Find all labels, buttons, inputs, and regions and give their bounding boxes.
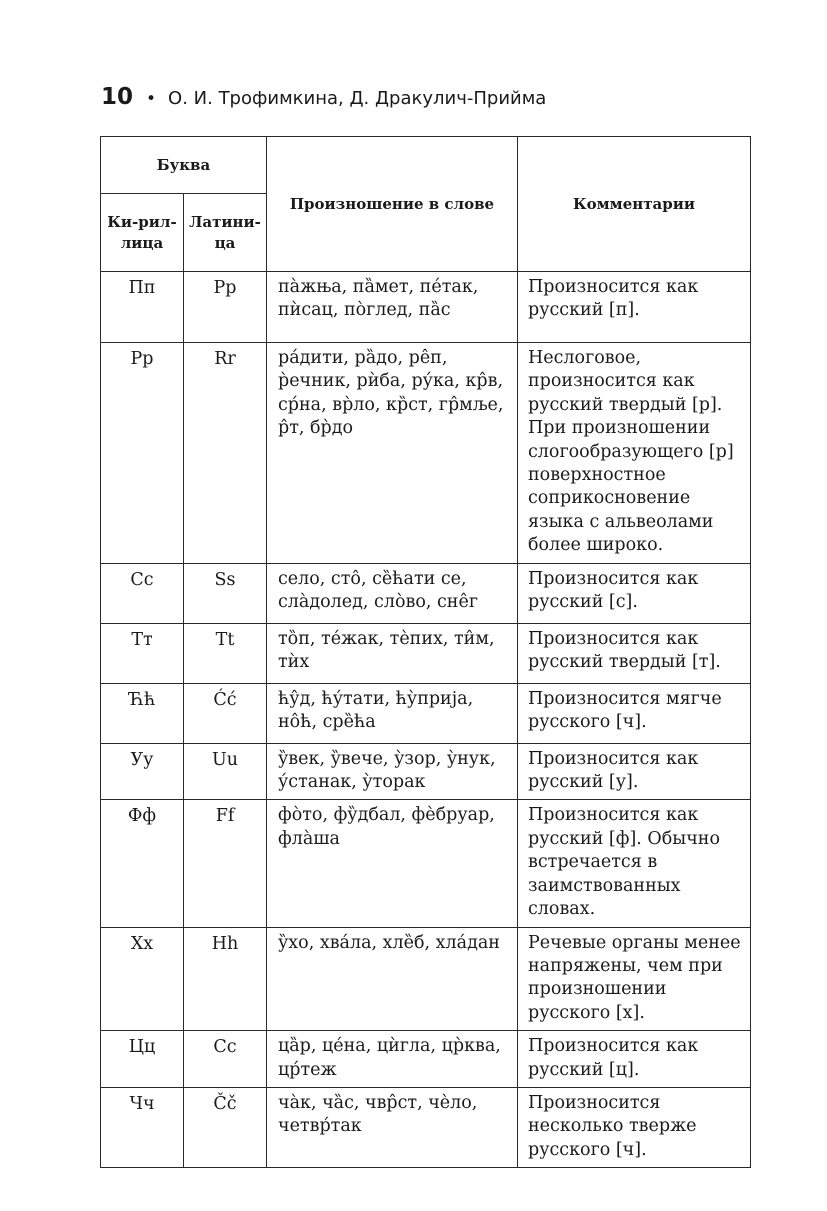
cell-latin: Rr [184,343,267,564]
cell-comment: Произносится как русский [ф]. Обычно встречается в заимствованных словах. [518,800,751,927]
cell-comment: Речевые органы менее напряжены, чем при произношении русского [х]. [518,927,751,1031]
cell-latin: Pp [184,272,267,343]
page-header [101,84,546,110]
cell-latin: Uu [184,743,267,800]
cell-pronunciation: ца̏р, це́на, цѝгла, цр̀ква, цр́теж [267,1031,518,1088]
cell-latin: Tt [184,623,267,683]
cell-pronunciation: у̏хо, хва́ла, хле̏б, хла́дан [267,927,518,1031]
cell-latin: Ćć [184,683,267,743]
cell-cyrillic: Чч [101,1087,184,1167]
header-bullet: • [146,89,157,109]
header-cyrillic: Ки-рил-лица [101,194,184,272]
table-row [101,927,751,1031]
cell-latin: Hh [184,927,267,1031]
cell-latin: Čč [184,1087,267,1167]
cell-cyrillic: Тт [101,623,184,683]
cell-latin: Ss [184,563,267,623]
cell-pronunciation: то̏п, те́жак, тѐпих, ти̂м, тѝх [267,623,518,683]
cell-comment: Произносится как русский [п]. [518,272,751,343]
cell-comment: Произносится мягче русского [ч]. [518,683,751,743]
page-number: 10 [101,84,134,110]
table-row [101,563,751,623]
table-row [101,272,751,343]
header-comments: Комментарии [518,137,751,272]
cell-comment: Произносится как русский [с]. [518,563,751,623]
cell-cyrillic: Цц [101,1031,184,1088]
table-row [101,743,751,800]
alphabet-table [100,136,751,1168]
cell-cyrillic: Уу [101,743,184,800]
cell-comment: Произносится как русский твердый [т]. [518,623,751,683]
table-row [101,800,751,927]
cell-comment: Неслоговое, произносится как русский твердый [р]. При произношении слогообразующего [р] поверхностное соприкосновение языка с альвеолами более широко. [518,343,751,564]
cell-comment: Произносится несколько тверже русского [ч]. [518,1087,751,1167]
table-row [101,623,751,683]
cell-cyrillic: Сс [101,563,184,623]
cell-cyrillic: Пп [101,272,184,343]
cell-cyrillic: Фф [101,800,184,927]
table-header [101,137,751,272]
cell-pronunciation: у̏век, у̏вече, у̀зор, у̀нук, у́станак, у̀торак [267,743,518,800]
running-header-authors: О. И. Трофимкина, Д. Дракулич-Прийма [168,88,547,109]
cell-pronunciation: ћу̂д, ћу́тати, ћу̀прија, но̂ћ, сре̏ћа [267,683,518,743]
table-row [101,683,751,743]
table-row [101,343,751,564]
cell-pronunciation: ра́дити, ра̏до, ре̂п, р̀ечник, рѝба, ру́ка, кр̂в, ср́на, вр̀ло, кр̏ст, гр̂мље, р̂т, бр̀до [267,343,518,564]
cell-cyrillic: Ћћ [101,683,184,743]
table-row [101,1031,751,1088]
cell-pronunciation: па̀жња, па̏мет, пе́так, пѝсац, по̀глед, па̏с [267,272,518,343]
cell-comment: Произносится как русский [у]. [518,743,751,800]
cell-cyrillic: Хх [101,927,184,1031]
cell-latin: Cc [184,1031,267,1088]
table-body [101,272,751,1168]
cell-pronunciation: село, сто̂, се̏ћати се, сла̀долед, сло̀во, сне̂г [267,563,518,623]
table-row [101,1087,751,1167]
cell-latin: Ff [184,800,267,927]
cell-pronunciation: ча̀к, ча̏с, чвр̂ст, чѐло, четвр́так [267,1087,518,1167]
cell-pronunciation: фо̀то, фу̏дбал, фѐбруар, фла̀ша [267,800,518,927]
header-letter: Буква [101,137,267,194]
header-latin: Латини-ца [184,194,267,272]
header-pronunciation: Произношение в слове [267,137,518,272]
cell-comment: Произносится как русский [ц]. [518,1031,751,1088]
cell-cyrillic: Рр [101,343,184,564]
